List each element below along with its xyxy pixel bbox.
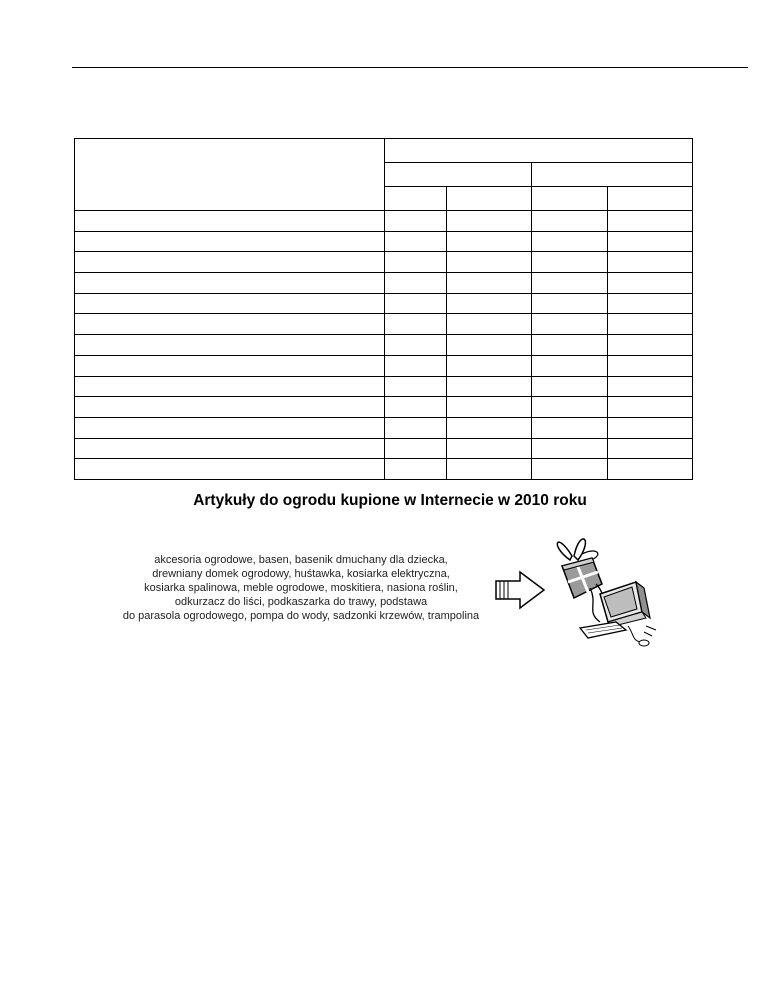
table-cell[interactable]: [608, 335, 693, 356]
table-row: [75, 293, 693, 314]
table-cell[interactable]: [532, 397, 608, 418]
table-cell[interactable]: [532, 252, 608, 273]
empty-data-table: [74, 138, 693, 480]
table-cell[interactable]: [447, 397, 532, 418]
table-cell[interactable]: [385, 459, 447, 480]
table-cell[interactable]: [532, 376, 608, 397]
table-cell[interactable]: [447, 417, 532, 438]
table-cell[interactable]: [608, 314, 693, 335]
table-row: [75, 252, 693, 273]
table-row: [75, 438, 693, 459]
garden-items-line: drewniany domek ogrodowy, huśtawka, kosiarka elektryczna,: [152, 568, 450, 580]
table-cell[interactable]: [447, 211, 532, 232]
table-cell[interactable]: [447, 459, 532, 480]
table-cell[interactable]: [75, 355, 385, 376]
table-cell[interactable]: [608, 438, 693, 459]
table-row: [75, 231, 693, 252]
gift-computer-icon: [542, 526, 662, 655]
table-cell[interactable]: [532, 211, 608, 232]
garden-items-line: do parasola ogrodowego, pompa do wody, sadzonki krzewów, trampolina: [122, 610, 480, 622]
table-cell[interactable]: [385, 335, 447, 356]
table-cell[interactable]: [75, 397, 385, 418]
table-cell[interactable]: [385, 231, 447, 252]
table-cell[interactable]: [608, 459, 693, 480]
table-header-row-1: [75, 139, 693, 163]
table-cell[interactable]: [75, 438, 385, 459]
table-cell[interactable]: [75, 376, 385, 397]
table-cell[interactable]: [608, 273, 693, 294]
table-cell[interactable]: [608, 231, 693, 252]
table-cell[interactable]: [608, 293, 693, 314]
table-header-subgroup-cell: [385, 163, 532, 187]
table-cell[interactable]: [447, 438, 532, 459]
table-cell[interactable]: [532, 335, 608, 356]
table-cell[interactable]: [385, 355, 447, 376]
table-cell[interactable]: [608, 252, 693, 273]
table-row: [75, 376, 693, 397]
table-cell[interactable]: [385, 211, 447, 232]
table-header-cell: [447, 187, 532, 211]
table-cell[interactable]: [385, 417, 447, 438]
table-row: [75, 397, 693, 418]
table-cell[interactable]: [447, 231, 532, 252]
table-cell[interactable]: [608, 417, 693, 438]
table-cell[interactable]: [385, 438, 447, 459]
table-cell[interactable]: [532, 459, 608, 480]
table-cell[interactable]: [385, 376, 447, 397]
table-cell[interactable]: [532, 293, 608, 314]
table-cell[interactable]: [608, 376, 693, 397]
table-cell[interactable]: [385, 252, 447, 273]
table-cell[interactable]: [447, 314, 532, 335]
table-header-cell: [532, 187, 608, 211]
table-cell[interactable]: [532, 273, 608, 294]
table-header-label-cell: [75, 139, 385, 211]
table-row: [75, 314, 693, 335]
garden-items-line: odkurzacz do liści, podkaszarka do trawy, podstawa: [174, 596, 428, 608]
garden-items-list: [96, 553, 506, 623]
table-cell[interactable]: [75, 335, 385, 356]
table-cell[interactable]: [447, 355, 532, 376]
table-row: [75, 417, 693, 438]
right-arrow-icon: [494, 570, 546, 615]
table-cell[interactable]: [385, 273, 447, 294]
table-cell[interactable]: [75, 459, 385, 480]
infographic-title: Artykuły do ogrodu kupione w Internecie w 2010 roku: [193, 492, 587, 509]
table-cell[interactable]: [385, 397, 447, 418]
table-row: [75, 335, 693, 356]
table-cell[interactable]: [385, 314, 447, 335]
table-cell[interactable]: [532, 417, 608, 438]
table-cell[interactable]: [75, 273, 385, 294]
table-cell[interactable]: [447, 293, 532, 314]
table-cell[interactable]: [608, 355, 693, 376]
table-row: [75, 459, 693, 480]
table-row: [75, 355, 693, 376]
garden-items-line: akcesoria ogrodowe, basen, basenik dmuchany dla dziecka,: [154, 554, 448, 566]
table-cell[interactable]: [447, 252, 532, 273]
page-top-rule: [72, 67, 748, 68]
table-cell[interactable]: [608, 397, 693, 418]
table-cell[interactable]: [532, 438, 608, 459]
table-row: [75, 211, 693, 232]
table-cell[interactable]: [447, 335, 532, 356]
table-header-cell: [608, 187, 693, 211]
table-cell[interactable]: [385, 293, 447, 314]
table-cell[interactable]: [75, 314, 385, 335]
table-header-subgroup-cell: [532, 163, 693, 187]
table-cell[interactable]: [447, 376, 532, 397]
table-cell[interactable]: [75, 417, 385, 438]
table-cell[interactable]: [532, 231, 608, 252]
table-cell[interactable]: [75, 252, 385, 273]
table-header-cell: [385, 187, 447, 211]
table-cell[interactable]: [447, 273, 532, 294]
table-row: [75, 273, 693, 294]
table-header-group-cell: [385, 139, 693, 163]
table-cell[interactable]: [532, 355, 608, 376]
garden-items-line: kosiarka spalinowa, meble ogrodowe, moskitiera, nasiona roślin,: [144, 582, 458, 594]
table-cell[interactable]: [608, 211, 693, 232]
table-cell[interactable]: [532, 314, 608, 335]
table-cell[interactable]: [75, 231, 385, 252]
table-cell[interactable]: [75, 293, 385, 314]
table-cell[interactable]: [75, 211, 385, 232]
